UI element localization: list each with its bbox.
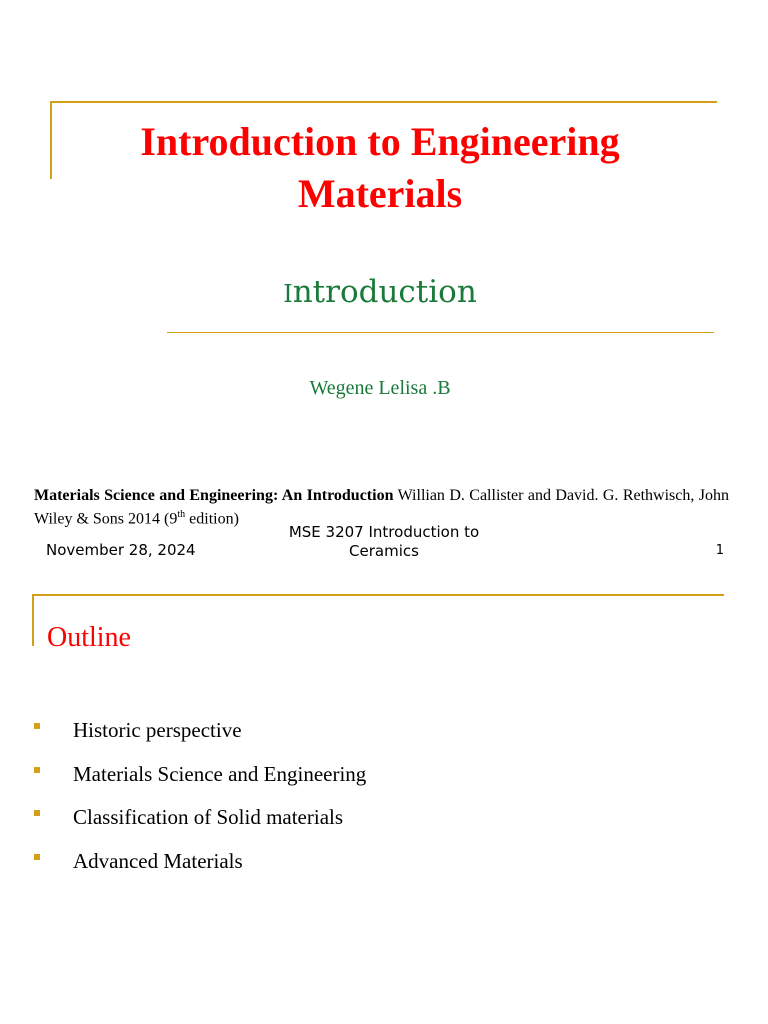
- bullet-square-icon: [34, 810, 40, 816]
- reference-book-title: Materials Science and Engineering: An Introduction: [34, 487, 394, 504]
- list-item: [32, 712, 732, 756]
- bullet-text: Historic perspective: [73, 718, 242, 742]
- outline-bullet-list: [32, 712, 732, 887]
- slide-title: Introduction to Engineering Materials: [140, 119, 620, 216]
- footer-course: [260, 523, 508, 561]
- outline-frame-top-line: [32, 594, 724, 596]
- footer-date: November 28, 2024: [46, 541, 196, 559]
- bullet-text: Classification of Solid materials: [73, 805, 344, 830]
- footer-course-line2: Ceramics: [349, 542, 419, 560]
- list-item: [32, 843, 732, 887]
- list-item: [32, 756, 732, 800]
- title-frame-top-line: [50, 101, 717, 103]
- subtitle-rest: ntroduction: [292, 274, 477, 310]
- reference-authors: Willian D. Callister and David. G. Rethwisch, John Wiley & Sons 2014 (9: [34, 487, 729, 528]
- reference-edition-sup: th: [177, 509, 186, 520]
- footer-page-number: 1: [715, 543, 724, 558]
- outline-title: Outline: [47, 622, 131, 653]
- bullet-square-icon: [34, 767, 40, 773]
- slide-subtitle: [60, 270, 700, 316]
- footer-course-line1: MSE 3207 Introduction to: [288, 523, 480, 541]
- list-item: [32, 799, 732, 843]
- bullet-square-icon: [34, 854, 40, 860]
- subtitle-first-letter: I: [283, 280, 293, 308]
- reference-citation: [34, 486, 729, 528]
- bullet-square-icon: [34, 723, 40, 729]
- title-frame-left-line: [50, 101, 52, 179]
- reference-edition-tail: edition): [185, 510, 239, 528]
- bullet-text: Materials Science and Engineering: [73, 761, 367, 786]
- outline-frame-left-line: [32, 594, 34, 646]
- subtitle-divider: [167, 332, 714, 333]
- author-name: Wegene Lelisa .B: [309, 377, 451, 399]
- bullet-text: Advanced Materials: [73, 849, 243, 874]
